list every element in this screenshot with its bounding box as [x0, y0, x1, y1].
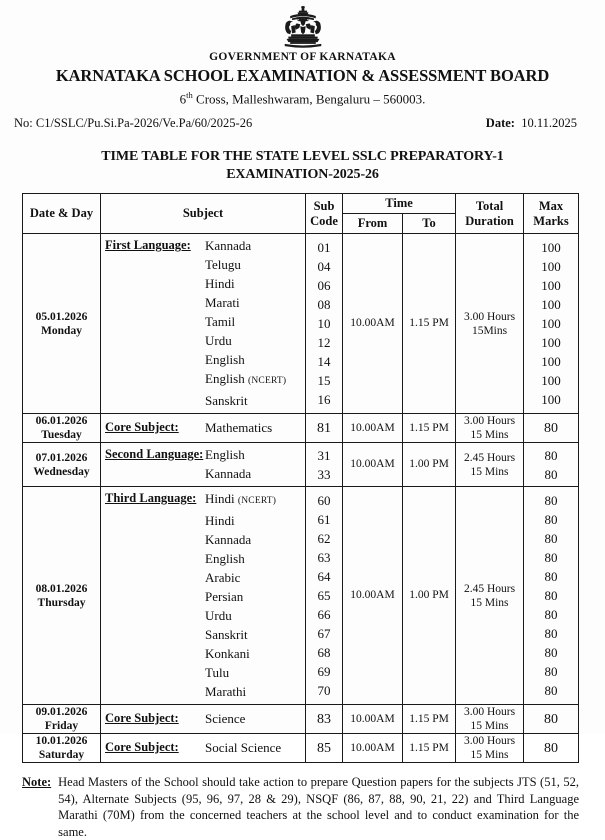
max-marks-value: 100 [541, 335, 561, 351]
subject-name-text: Hindi [205, 491, 235, 507]
duration-line1: 2.45 Hours [463, 582, 516, 595]
page-title-line1: TIME TABLE FOR THE STATE LEVEL SSLC PREPARATORY-1 [101, 149, 504, 165]
max-marks-value: 100 [541, 297, 561, 313]
cell-subject [101, 234, 306, 414]
subject-name [205, 293, 286, 312]
header-sub-code [306, 194, 343, 234]
row-date: 10.01.2026 [35, 735, 88, 748]
cell-date-day [23, 705, 101, 734]
cell-time-from: 10.00AM [343, 487, 403, 705]
cell-time-from: 10.00AM [343, 443, 403, 487]
cell-date-day [23, 443, 101, 487]
table-row [23, 734, 579, 763]
subject-name-text: Hindi [205, 276, 235, 292]
subject-group-label: Core Subject: [105, 711, 179, 726]
subject-group-label: Third Language: [105, 491, 197, 506]
duration-line2: 15 Mins [470, 465, 509, 478]
subject-name-text: English [205, 551, 245, 567]
max-marks-value: 80 [544, 607, 558, 623]
sub-code-value: 69 [317, 664, 331, 680]
reference-row [0, 115, 605, 131]
page-title-line2: EXAMINATION-2025-26 [226, 167, 379, 183]
sub-code-value: 67 [317, 626, 331, 642]
subject-name [205, 587, 276, 606]
page-title [0, 148, 605, 184]
date-value: 10.11.2025 [521, 116, 577, 131]
subject-name-text: Hindi [205, 513, 235, 529]
timetable-container [22, 193, 578, 763]
cell-sub-code [306, 487, 343, 705]
sub-code-value: 68 [317, 645, 331, 661]
address-prefix: 6 [179, 91, 187, 107]
sub-code-value: 01 [317, 240, 331, 256]
row-date: 07.01.2026 [35, 451, 88, 464]
subject-group-label: First Language: [105, 238, 191, 253]
max-marks-value: 80 [544, 512, 558, 528]
subject-name [205, 511, 276, 530]
sub-code-value: 12 [317, 335, 331, 351]
cell-time-from: 10.00AM [343, 734, 403, 763]
max-marks-value: 80 [544, 531, 558, 547]
subject-name-text: Science [205, 711, 246, 727]
subject-name-text: Marathi [205, 684, 247, 700]
timetable [22, 193, 579, 763]
address-rest: Cross, Malleshwaram, Bengaluru – 560003. [192, 91, 426, 107]
sub-code-value: 33 [317, 466, 331, 482]
cell-time-from: 10.00AM [343, 234, 403, 414]
subject-name-list [205, 236, 286, 410]
row-day: Saturday [38, 749, 85, 762]
max-marks-value: 80 [544, 550, 558, 566]
ncert-tag: (NCERT) [237, 496, 277, 507]
cell-time-from: 10.00AM [343, 414, 403, 443]
cell-max-marks [524, 234, 579, 414]
header-marks-line1: Max [538, 198, 564, 213]
duration-line2: 15 Mins [470, 429, 509, 442]
cell-total-duration [456, 734, 524, 763]
header-duration-line2: Duration [465, 213, 514, 228]
cell-total-duration [456, 414, 524, 443]
subject-name [205, 549, 276, 568]
sub-code-value: 08 [317, 297, 331, 313]
sub-code-value: 70 [317, 683, 331, 699]
cell-sub-code [306, 234, 343, 414]
row-date: 09.01.2026 [35, 706, 88, 719]
ncert-tag: (NCERT) [247, 376, 287, 387]
row-day: Friday [44, 720, 79, 733]
subject-name-list [205, 418, 272, 437]
subject-name [205, 236, 286, 255]
table-row [23, 443, 579, 487]
row-date: 06.01.2026 [35, 415, 88, 428]
subject-name [205, 350, 286, 369]
cell-total-duration [456, 705, 524, 734]
max-marks-value: 100 [541, 259, 561, 275]
subject-name-text: Tulu [205, 665, 230, 681]
subject-name [205, 568, 276, 587]
subject-name-text: English [205, 447, 245, 463]
max-marks-value: 100 [541, 240, 561, 256]
header-subject: Subject [101, 194, 306, 234]
sub-code-value: 10 [317, 316, 331, 332]
header-time: Time [343, 194, 456, 214]
sub-code-value: 65 [317, 588, 331, 604]
sub-code-value: 85 [317, 740, 331, 756]
sub-code-value: 61 [317, 512, 331, 528]
subject-name [205, 369, 286, 391]
subject-name [205, 391, 286, 410]
sub-code-value: 06 [317, 278, 331, 294]
cell-total-duration [456, 443, 524, 487]
duration-line2: 15 Mins [470, 596, 509, 609]
subject-name-list [205, 738, 281, 757]
cell-max-marks [524, 705, 579, 734]
sub-code-value: 14 [317, 354, 331, 370]
subject-name-list [205, 489, 276, 701]
header-time-to: To [403, 214, 456, 234]
max-marks-value: 80 [544, 493, 558, 509]
cell-date-day [23, 414, 101, 443]
sub-code-value: 64 [317, 569, 331, 585]
table-body [23, 234, 579, 763]
subject-name [205, 489, 276, 511]
address-line [0, 87, 605, 107]
duration-line1: 3.00 Hours [463, 310, 516, 323]
reference-number: No: C1/SSLC/Pu.Si.Pa-2026/Ve.Pa/60/2025-26 [14, 116, 253, 131]
table-row [23, 705, 579, 734]
subject-name [205, 255, 286, 274]
row-day: Wednesday [33, 465, 90, 478]
cell-date-day [23, 734, 101, 763]
subject-name [205, 312, 286, 331]
row-day: Monday [41, 324, 82, 337]
max-marks-value: 80 [544, 740, 559, 756]
cell-time-to: 1.15 PM [403, 734, 456, 763]
address-superscript: th [186, 90, 193, 100]
duration-line1: 3.00 Hours [463, 735, 516, 748]
row-date: 05.01.2026 [35, 310, 88, 323]
subject-name [205, 644, 276, 663]
max-marks-value: 80 [544, 466, 558, 482]
subject-name-text: Urdu [205, 608, 232, 624]
subject-name [205, 738, 281, 757]
cell-max-marks [524, 414, 579, 443]
header-duration-line1: Total [475, 198, 504, 213]
cell-time-to: 1.00 PM [403, 443, 456, 487]
cell-max-marks [524, 734, 579, 763]
cell-subject [101, 734, 306, 763]
subject-name-text: Kannada [205, 238, 252, 254]
subject-name-list [205, 445, 251, 483]
subject-name-text: English [205, 371, 245, 387]
subject-name [205, 625, 276, 644]
max-marks-value: 100 [541, 354, 561, 370]
max-marks-value: 100 [541, 373, 561, 389]
subject-name-text: Sanskrit [205, 393, 248, 409]
sub-code-value: 66 [317, 607, 331, 623]
sub-code-value: 04 [317, 259, 331, 275]
subject-name-text: Mathematics [205, 420, 273, 436]
subject-name-text: Konkani [205, 646, 250, 662]
cell-max-marks [524, 443, 579, 487]
sub-code-value: 15 [317, 373, 331, 389]
subject-name-text: English [205, 352, 245, 368]
subject-name-text: Kannada [205, 466, 252, 482]
row-day: Thursday [37, 596, 86, 609]
max-marks-value: 100 [541, 278, 561, 294]
sub-code-value: 63 [317, 550, 331, 566]
subject-name [205, 663, 276, 682]
table-header-row-1 [23, 194, 579, 214]
subject-name [205, 464, 251, 483]
subject-name-text: Sanskrit [205, 627, 248, 643]
note-section [22, 774, 579, 840]
subject-name [205, 606, 276, 625]
subject-name [205, 682, 276, 701]
max-marks-value: 80 [544, 664, 558, 680]
subject-name [205, 445, 251, 464]
karnataka-state-emblem-icon [280, 6, 326, 48]
subject-name-text: Persian [205, 589, 244, 605]
sub-code-value: 62 [317, 531, 331, 547]
cell-date-day [23, 487, 101, 705]
max-marks-value: 80 [544, 626, 558, 642]
header-max-marks [524, 194, 579, 234]
subject-name [205, 530, 276, 549]
cell-subject [101, 487, 306, 705]
max-marks-value: 80 [544, 588, 558, 604]
header-time-from: From [343, 214, 403, 234]
max-marks-value: 80 [544, 683, 558, 699]
duration-line2: 15 Mins [470, 749, 509, 762]
subject-name [205, 274, 286, 293]
subject-name-text: Tamil [205, 314, 236, 330]
subject-group-label: Core Subject: [105, 740, 179, 755]
duration-line1: 3.00 Hours [463, 415, 516, 428]
max-marks-value: 80 [544, 447, 558, 463]
cell-subject [101, 705, 306, 734]
date-label: Date: [485, 116, 515, 131]
subject-name-text: Arabic [205, 570, 241, 586]
cell-max-marks [524, 487, 579, 705]
subject-name-text: Kannada [205, 532, 252, 548]
max-marks-value: 100 [541, 392, 561, 408]
cell-total-duration [456, 234, 524, 414]
document-date [486, 115, 589, 131]
note-label: Note: [22, 775, 52, 790]
note-text: Head Masters of the School should take action to prepare Question papers for the subjects JTS (51, 52, 54), Alternate Subjects (95, 96, 97, 28 & 29), NSQF (86, 87, 88, 90, 21, 22) and Third Language Marathi (70M) from the concerned teachers at the school level and to conduct examination for the same. [58, 775, 579, 839]
cell-sub-code [306, 734, 343, 763]
max-marks-value: 80 [544, 645, 558, 661]
row-day: Tuesday [41, 429, 82, 442]
table-head [23, 194, 579, 234]
header-total-duration [456, 194, 524, 234]
subject-name [205, 709, 245, 728]
cell-time-to: 1.15 PM [403, 705, 456, 734]
subject-name-text: Telugu [205, 257, 241, 273]
cell-subject [101, 414, 306, 443]
duration-line1: 3.00 Hours [463, 706, 516, 719]
duration-line2: 15 Mins [470, 720, 509, 733]
table-row [23, 234, 579, 414]
cell-subject [101, 443, 306, 487]
duration-line1: 2.45 Hours [463, 451, 516, 464]
subject-name [205, 418, 272, 437]
sub-code-value: 31 [317, 447, 331, 463]
government-heading: GOVERNMENT OF KARNATAKA [209, 51, 396, 63]
sub-code-value: 83 [317, 711, 331, 727]
max-marks-value: 80 [544, 569, 558, 585]
header-marks-line2: Marks [533, 213, 569, 228]
subject-name-text: Marati [205, 295, 240, 311]
cell-total-duration [456, 487, 524, 705]
max-marks-value: 100 [541, 316, 561, 332]
cell-time-to: 1.15 PM [403, 414, 456, 443]
cell-sub-code [306, 443, 343, 487]
header-sub-code-line1: Sub [313, 198, 335, 213]
max-marks-value: 80 [544, 420, 559, 436]
sub-code-value: 60 [317, 493, 331, 509]
board-heading: KARNATAKA SCHOOL EXAMINATION & ASSESSMENT BOARD [55, 66, 550, 85]
subject-group-label: Core Subject: [105, 420, 179, 435]
sub-code-value: 81 [317, 420, 331, 436]
max-marks-value: 80 [544, 711, 559, 727]
subject-name-text: Social Science [205, 740, 282, 756]
header-date-day: Date & Day [23, 194, 101, 234]
duration-line2: 15Mins [471, 324, 508, 337]
header-sub-code-line2: Code [310, 213, 338, 228]
table-row [23, 414, 579, 443]
cell-sub-code [306, 705, 343, 734]
subject-name-text: Urdu [205, 333, 232, 349]
cell-time-from: 10.00AM [343, 705, 403, 734]
subject-name [205, 331, 286, 350]
row-date: 08.01.2026 [35, 582, 88, 595]
subject-name-list [205, 709, 245, 728]
table-row [23, 487, 579, 705]
emblem-container [0, 0, 605, 50]
sub-code-value: 16 [317, 392, 331, 408]
cell-sub-code [306, 414, 343, 443]
subject-group-label: Second Language: [105, 447, 204, 462]
cell-date-day [23, 234, 101, 414]
cell-time-to: 1.00 PM [403, 487, 456, 705]
cell-time-to: 1.15 PM [403, 234, 456, 414]
